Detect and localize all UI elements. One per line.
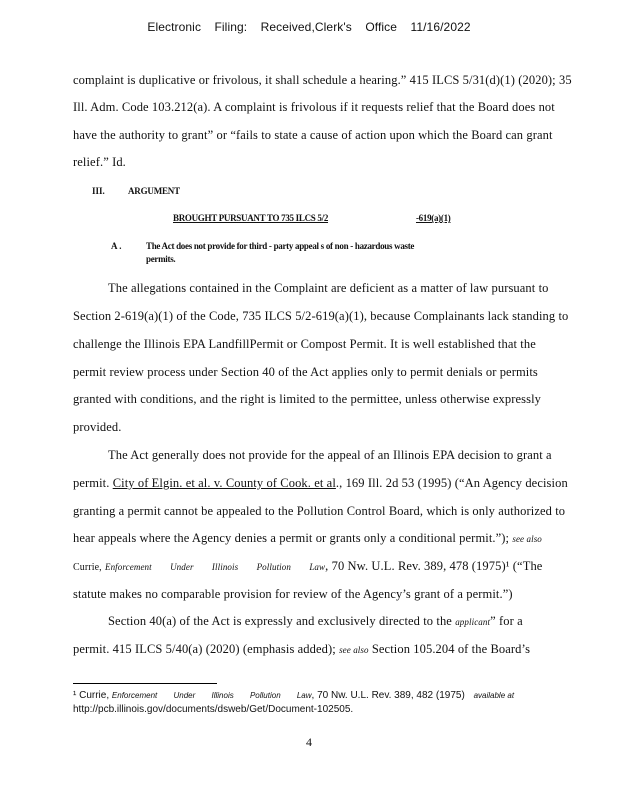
body-line <box>108 614 523 629</box>
source-title-italic: Enforcement Under Illinois Pollution Law <box>104 562 326 572</box>
subheading-cite: -619(a)(1) <box>415 213 451 223</box>
footnote-url: http://pcb.illinois.gov/documents/dsweb/Get/Document-102505. <box>73 704 354 715</box>
subsection-heading-line1: The Act does not provide for third - party appeal s of non - hazardous waste <box>146 241 415 251</box>
source-title-italic: Enforcement Under Illinois Pollution Law <box>111 691 312 700</box>
body-line: provided. <box>73 420 122 434</box>
section-number: III. <box>92 186 105 196</box>
body-line: granted with conditions, and the right is limited to the permittee, unless otherwise expressly <box>73 392 541 406</box>
text-run: permit. 415 ILCS 5/40(a) (2020) (emphasis added); <box>73 642 336 656</box>
text-run: , 70 Nw. U.L. Rev. 389, 482 (1975) <box>311 690 465 701</box>
body-line <box>73 559 542 574</box>
body-line: granting a permit cannot be appealed to the Pollution Control Board, which is only authorized to <box>73 504 566 518</box>
body-line: Section 2-619(a)(1) of the Code, 735 ILCS 5/2-619(a)(1), because Complainants lack standing to <box>73 309 569 323</box>
body-line: permit review process under Section 40 of the Act applies only to permit denials or permits <box>73 365 538 379</box>
text-run: Section 40(a) of the Act is expressly and exclusively directed to the <box>108 614 452 628</box>
text-run: ¹ Currie, <box>73 690 110 701</box>
text-run: permit. <box>73 476 113 490</box>
section-title: ARGUMENT <box>128 186 180 196</box>
footnote-divider <box>73 683 217 684</box>
signal-italic: see also <box>512 534 542 544</box>
body-line <box>73 531 542 546</box>
page-number: 4 <box>306 735 312 749</box>
subsection-letter: A . <box>111 241 122 251</box>
body-line <box>73 476 568 491</box>
emphasis-italic: applicant <box>455 617 491 627</box>
filing-stamp-header: Electronic Filing: Received,Clerk's Office 11/16/2022 <box>147 20 471 34</box>
text-run: , 70 Nw. U.L. Rev. 389, 478 (1975)¹ (“The <box>325 559 543 573</box>
body-line: have the authority to grant” or “fails to state a cause of action upon which the Board can grant <box>73 128 553 142</box>
signal-italic: see also <box>339 645 369 655</box>
text-run: hear appeals where the Agency denies a permit or grants only a conditional permit.”); <box>73 531 510 545</box>
body-line: relief.” Id. <box>73 155 126 169</box>
argument-subheading <box>173 213 450 223</box>
subheading-text: BROUGHT PURSUANT TO 735 ILCS 5/2 <box>173 213 329 223</box>
body-line: challenge the Illinois EPA LandfillPermit or Compost Permit. It is well established that the <box>73 337 536 351</box>
text-run: Section 105.204 of the Board’s <box>371 642 531 656</box>
signal-italic: available at <box>473 691 515 700</box>
subsection-heading-line2: permits. <box>146 254 176 264</box>
body-line: complaint is duplicative or frivolous, it shall schedule a hearing.” 415 ILCS 5/31(d)(1) (2020); 35 <box>73 73 572 87</box>
body-line: The allegations contained in the Complaint are deficient as a matter of law pursuant to <box>108 281 549 295</box>
text-run: Currie, <box>73 562 102 573</box>
footnote-line <box>73 690 514 701</box>
text-run: ” for a <box>490 614 523 628</box>
body-line: statute makes no comparable provision for review of the Agency’s grant of a permit.”) <box>73 587 513 601</box>
case-citation: City of Elgin. et al. v. County of Cook. et al <box>112 476 336 490</box>
body-line: The Act generally does not provide for the appeal of an Illinois EPA decision to grant a <box>108 448 552 462</box>
body-line: Ill. Adm. Code 103.212(a). A complaint is frivolous if it requests relief that the Board does not <box>73 100 555 114</box>
text-run: ., 169 Ill. 2d 53 (1995) (“An Agency decision <box>335 476 568 490</box>
body-line <box>73 642 530 657</box>
